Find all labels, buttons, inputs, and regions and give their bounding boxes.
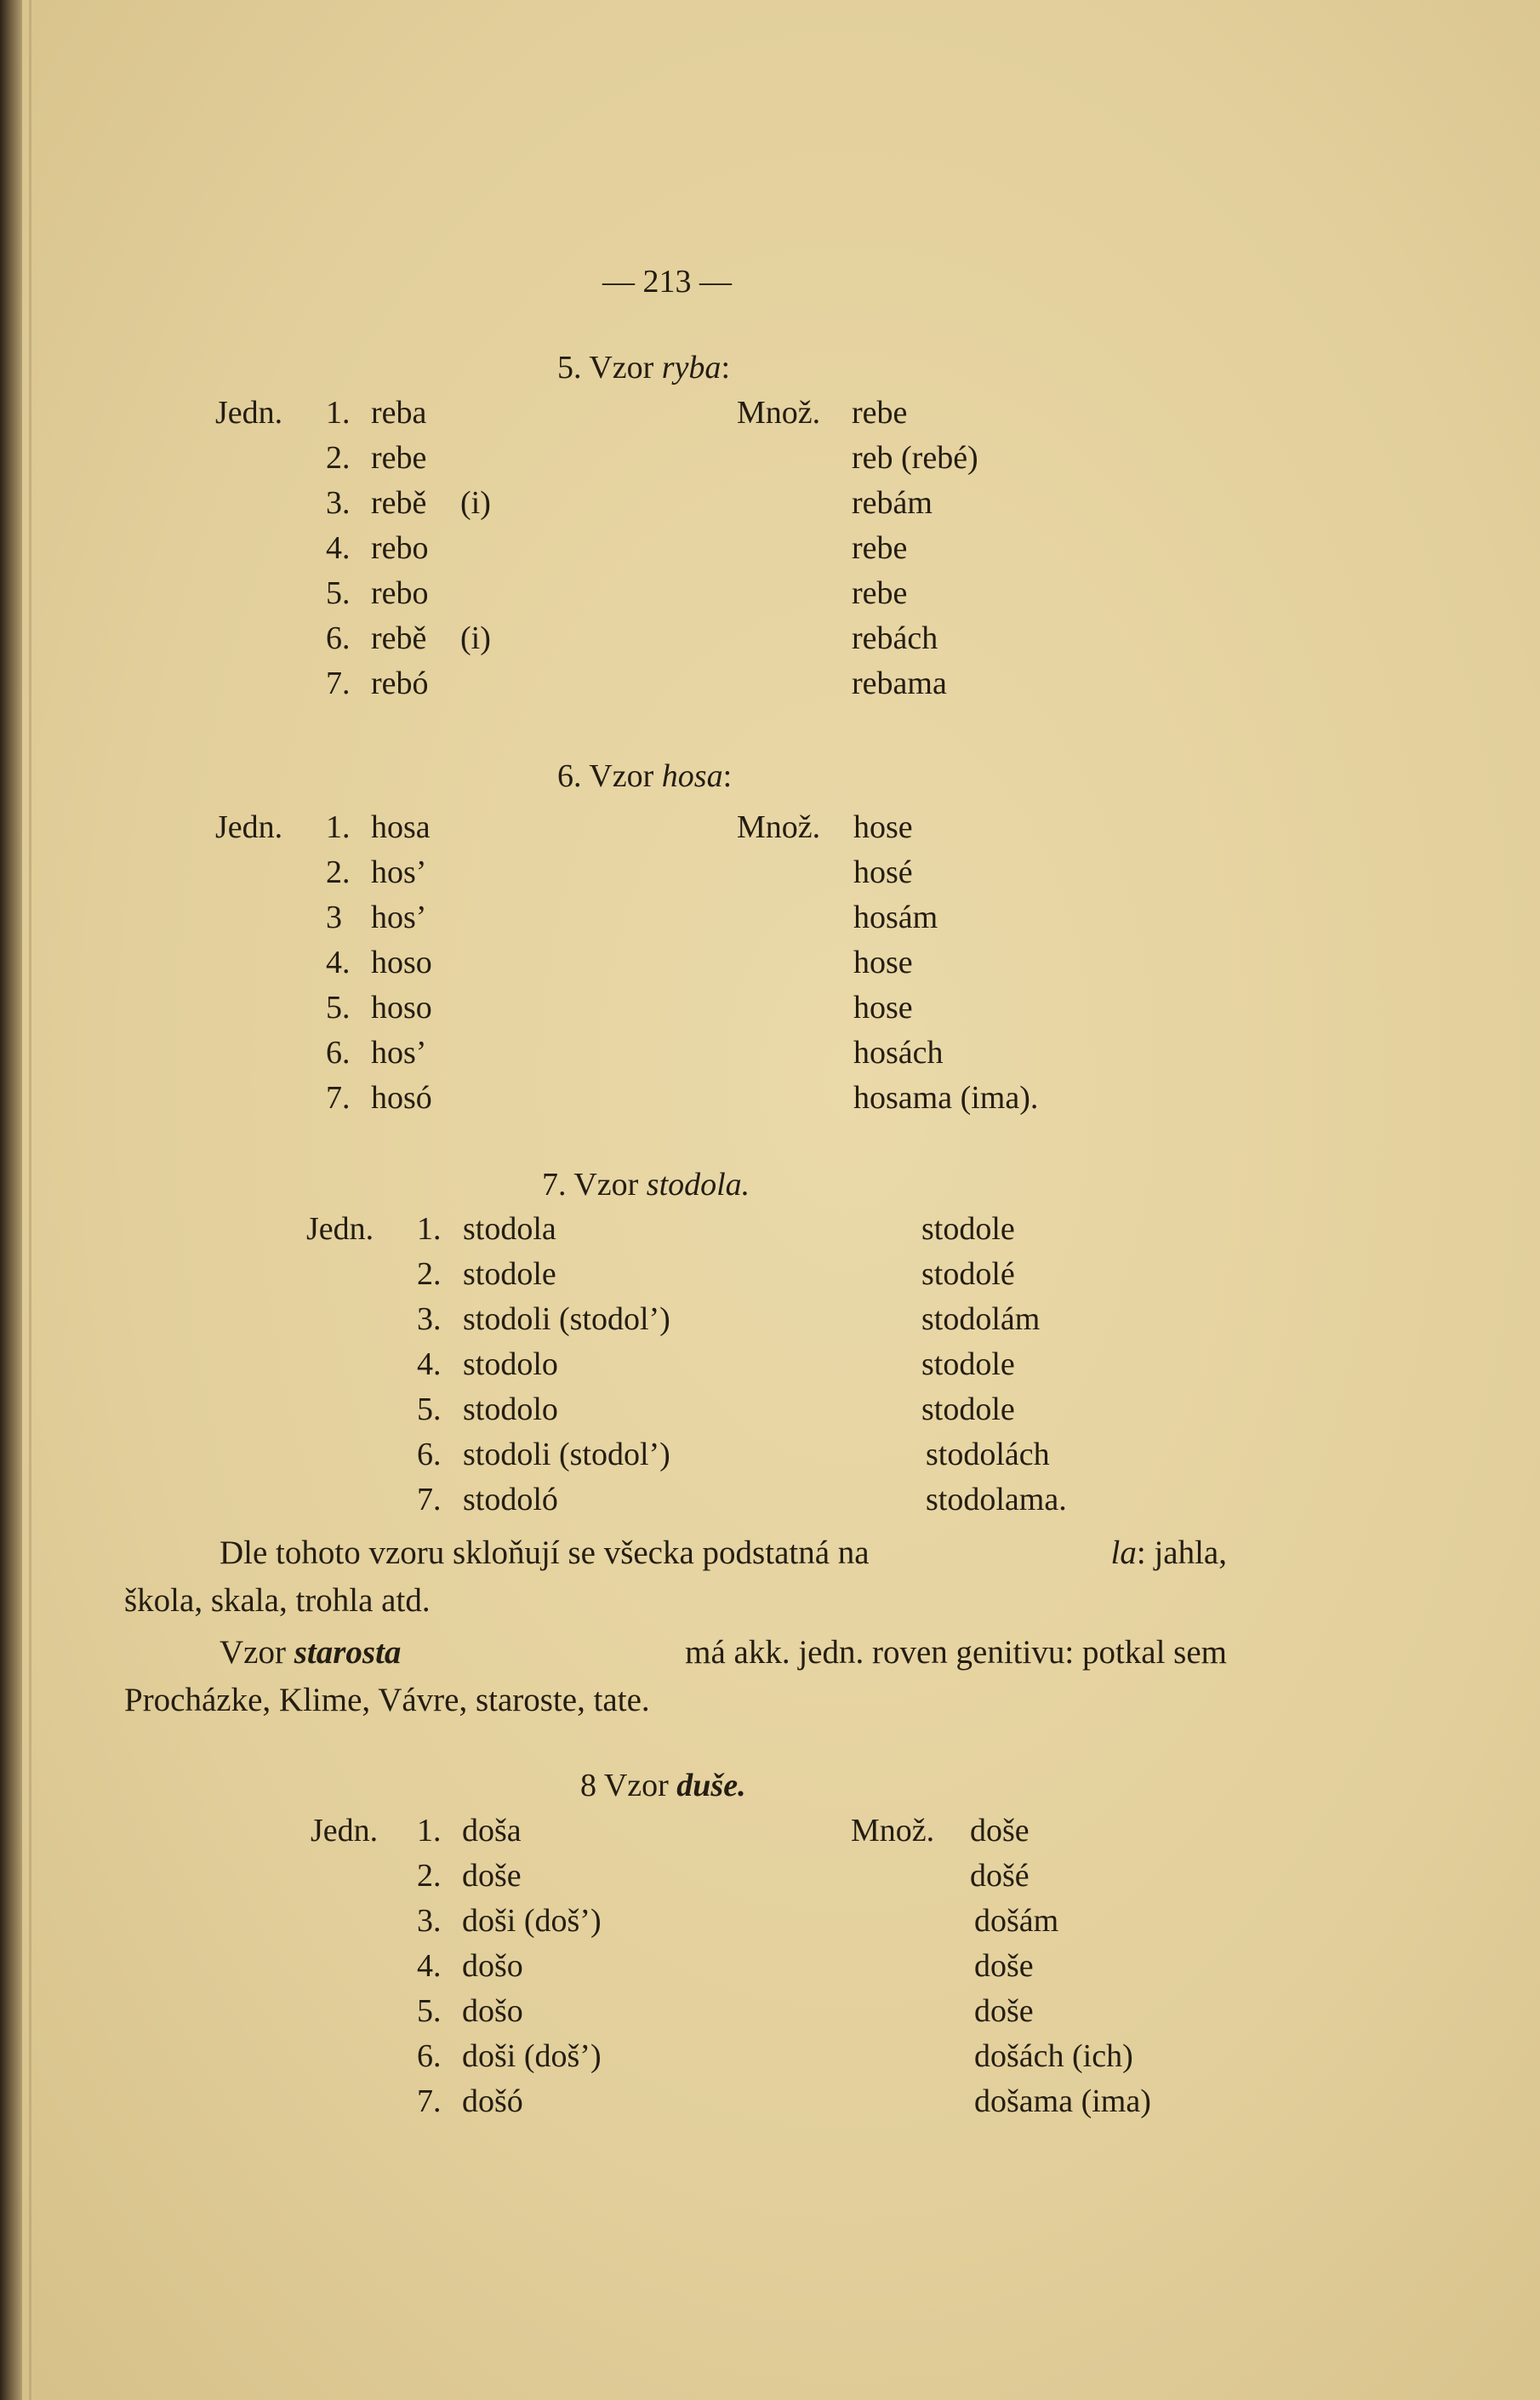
singular-form: hosa — [371, 809, 431, 845]
plural-form: rebách — [852, 620, 938, 656]
case-number: 6. — [326, 620, 351, 656]
singular-form: stodole — [463, 1256, 556, 1292]
singular-form: rebě — [371, 485, 427, 521]
case-number: 4. — [326, 530, 351, 566]
plural-form: hose — [853, 945, 913, 980]
singular-form: hoso — [371, 990, 432, 1026]
case-number: 7. — [326, 1080, 351, 1116]
paragraph-line — [124, 1529, 1227, 1577]
case-number: 3 — [326, 900, 342, 935]
paragraph-starosta-note — [124, 1629, 1227, 1724]
case-number: 7. — [417, 2083, 442, 2119]
singular-form: hos’ — [371, 854, 427, 890]
case-number: 4. — [417, 1346, 442, 1382]
case-number: 4. — [326, 945, 351, 980]
plural-form: doše — [974, 1993, 1034, 2029]
case-number: 6. — [417, 2038, 442, 2074]
singular-form: hosó — [371, 1080, 432, 1116]
singular-label: Jedn. — [215, 395, 283, 431]
singular-form: rebo — [371, 575, 429, 611]
plural-form: stodole — [921, 1211, 1015, 1247]
singular-form: stodoló — [463, 1482, 558, 1517]
singular-form: rebě — [371, 620, 427, 656]
case-number: 1. — [417, 1813, 442, 1849]
case-number: 4. — [417, 1948, 442, 1984]
heading-word: stodola. — [646, 1167, 750, 1203]
case-number: 5. — [326, 990, 351, 1026]
heading-word: ryba — [661, 350, 722, 386]
gutter-edge — [29, 0, 31, 2400]
plural-form: došé — [970, 1858, 1030, 1894]
page-number: — 213 — — [602, 264, 732, 300]
singular-form: hos’ — [371, 1035, 427, 1071]
plural-form: stodolé — [921, 1256, 1015, 1292]
plural-form: stodole — [921, 1391, 1015, 1427]
singular-form: rebó — [371, 666, 429, 701]
singular-label: Jedn. — [306, 1211, 374, 1247]
singular-form: došó — [462, 2083, 523, 2119]
paragraph-declension-note — [124, 1529, 1227, 1625]
case-number: 6. — [326, 1035, 351, 1071]
plural-form: rebama — [852, 666, 947, 701]
plural-form: stodolama. — [926, 1482, 1067, 1517]
plural-label: Množ. — [737, 809, 821, 845]
case-number: 1. — [326, 809, 351, 845]
paragraph-line-2: škola, skala, trohla atd. — [124, 1582, 431, 1619]
paragraph-end — [1111, 1529, 1227, 1577]
case-number: 2. — [326, 854, 351, 890]
singular-form: doši (doš’) — [462, 2038, 602, 2074]
singular-form: doša — [462, 1813, 522, 1849]
plural-label: Množ. — [737, 395, 821, 431]
case-number: 5. — [326, 575, 351, 611]
heading-prefix: 5. Vzor — [557, 350, 654, 386]
case-number: 3. — [417, 1301, 442, 1337]
plural-form: hose — [853, 809, 913, 845]
singular-form: reba — [371, 395, 427, 431]
case-number: 6. — [417, 1437, 442, 1472]
case-number: 5. — [417, 1391, 442, 1427]
case-number: 3. — [417, 1903, 442, 1939]
singular-variant: (i) — [460, 620, 491, 656]
singular-form: rebe — [371, 440, 427, 476]
plural-form: stodole — [921, 1346, 1015, 1382]
paragraph-line — [124, 1629, 1227, 1677]
plural-form: stodolách — [926, 1437, 1050, 1472]
case-number: 1. — [326, 395, 351, 431]
paragraph-text-end: : jahla, — [1136, 1534, 1227, 1571]
paragraph-text: Dle tohoto vzoru skloňují se všecka podstatná na — [220, 1534, 870, 1571]
case-number: 5. — [417, 1993, 442, 2029]
paragraph-text-end: má akk. jedn. roven genitivu: potkal sem — [685, 1634, 1227, 1671]
singular-form: stodoli (stodol’) — [463, 1437, 670, 1472]
singular-variant: (i) — [460, 485, 491, 521]
plural-form: hose — [853, 990, 913, 1026]
case-number: 7. — [326, 666, 351, 701]
plural-form: rebám — [852, 485, 933, 521]
word-starosta: starosta — [294, 1634, 402, 1671]
singular-label: Jedn. — [215, 809, 283, 845]
plural-form: doše — [974, 1948, 1034, 1984]
section-8-heading — [580, 1769, 746, 1802]
plural-form: došama (ima) — [974, 2083, 1151, 2119]
plural-form: stodolám — [921, 1301, 1041, 1337]
plural-form: hosama (ima). — [853, 1080, 1039, 1116]
plural-form: hosé — [853, 854, 913, 890]
plural-form: rebe — [852, 395, 908, 431]
heading-word: hosa — [661, 758, 723, 794]
case-number: 2. — [326, 440, 351, 476]
heading-prefix: 6. Vzor — [557, 758, 654, 794]
plural-label: Množ. — [851, 1813, 935, 1849]
case-number: 7. — [417, 1482, 442, 1517]
singular-form: hoso — [371, 945, 432, 980]
plural-form: rebe — [852, 575, 908, 611]
section-7-heading — [542, 1169, 750, 1201]
case-number: 1. — [417, 1211, 442, 1247]
case-number: 3. — [326, 485, 351, 521]
section-5-heading — [557, 351, 730, 384]
singular-form: hos’ — [371, 900, 427, 935]
singular-form: došo — [462, 1948, 523, 1984]
plural-form: rebe — [852, 530, 908, 566]
heading-suffix: : — [722, 758, 733, 794]
heading-prefix: 8 Vzor — [580, 1768, 669, 1803]
book-gutter — [0, 0, 22, 2400]
heading-word: duše. — [676, 1768, 746, 1803]
plural-form: reb (rebé) — [852, 440, 978, 476]
singular-form: došo — [462, 1993, 523, 2029]
singular-form: stodola — [463, 1211, 556, 1247]
ending-la: la — [1110, 1534, 1137, 1571]
plural-form: hosám — [853, 900, 938, 935]
heading-prefix: 7. Vzor — [542, 1167, 639, 1203]
paragraph-line-2: Procházke, Klime, Vávre, staroste, tate. — [124, 1682, 650, 1718]
plural-form: došách (ich) — [974, 2038, 1133, 2074]
singular-form: doše — [462, 1858, 522, 1894]
plural-form: došám — [974, 1903, 1059, 1939]
singular-label: Jedn. — [311, 1813, 379, 1849]
case-number: 2. — [417, 1858, 442, 1894]
section-6-heading — [557, 760, 732, 792]
heading-suffix: : — [721, 350, 730, 386]
paragraph-start — [220, 1629, 401, 1677]
singular-form: doši (doš’) — [462, 1903, 602, 1939]
plural-form: doše — [970, 1813, 1030, 1849]
singular-form: rebo — [371, 530, 429, 566]
singular-form: stodoli (stodol’) — [463, 1301, 670, 1337]
paragraph-text: Vzor — [220, 1634, 286, 1671]
singular-form: stodolo — [463, 1391, 558, 1427]
plural-form: hosách — [853, 1035, 944, 1071]
singular-form: stodolo — [463, 1346, 558, 1382]
case-number: 2. — [417, 1256, 442, 1292]
